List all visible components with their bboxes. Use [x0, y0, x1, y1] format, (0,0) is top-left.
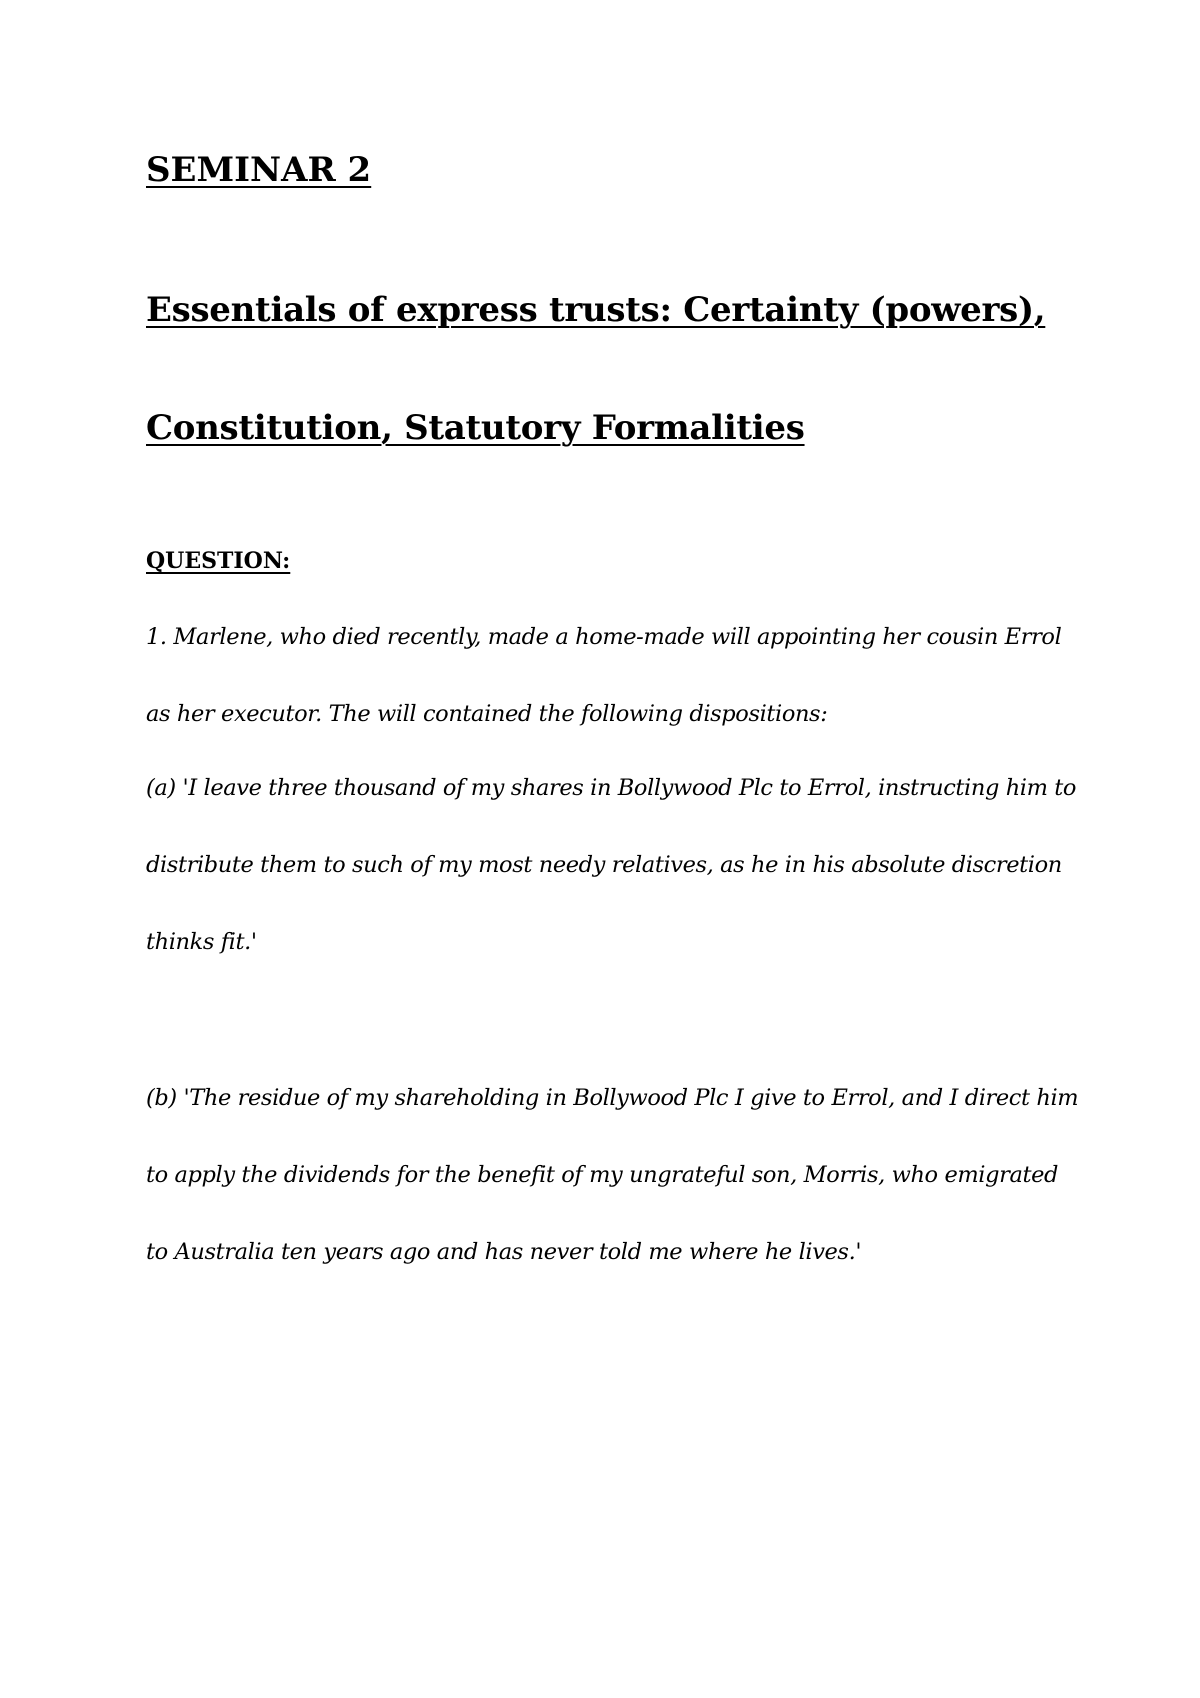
seminar-title: SEMINAR 2 — [146, 150, 372, 190]
disposition-b-line: to Australia ten years ago and has never told me where he lives.' — [146, 1239, 862, 1265]
subtitle-line-1: Essentials of express trusts: Certainty (powers), — [146, 290, 1046, 330]
question-intro-line: as her executor. The will contained the following dispositions: — [146, 701, 828, 727]
disposition-a-line: thinks fit.' — [146, 929, 257, 955]
question-intro-line: 1. Marlene, who died recently, made a home-made will appointing her cousin Errol — [146, 624, 1062, 650]
disposition-b-line: to apply the dividends for the benefit of my ungrateful son, Morris, who emigrated — [146, 1162, 1059, 1188]
subtitle-line-2: Constitution, Statutory Formalities — [146, 408, 805, 448]
disposition-a-line: (a) 'I leave three thousand of my shares in Bollywood Plc to Errol, instructing him to — [146, 775, 1077, 801]
disposition-b-line: (b) 'The residue of my shareholding in Bollywood Plc I give to Errol, and I direct him — [146, 1085, 1079, 1111]
question-label: QUESTION: — [146, 548, 291, 574]
disposition-a-line: distribute them to such of my most needy relatives, as he in his absolute discretion — [146, 852, 1062, 878]
